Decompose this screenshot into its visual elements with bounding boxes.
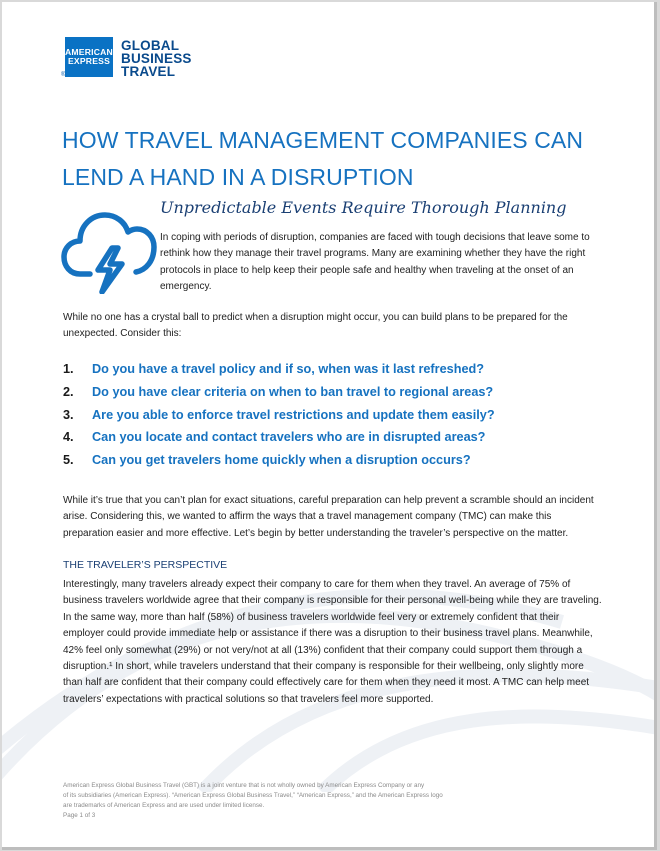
question-text: Can you get travelers home quickly when a disruption occurs? bbox=[92, 453, 471, 468]
footer-line: of its subsidiaries (American Express). “American Express Global Business Travel,” “American Express,” and the American Express logo bbox=[63, 792, 443, 799]
amex-logo bbox=[65, 37, 113, 77]
logo-line-1: AMERICAN bbox=[65, 46, 113, 57]
list-item bbox=[63, 358, 495, 381]
question-text: Are you able to enforce travel restrictions and update them easily? bbox=[92, 407, 495, 422]
list-item bbox=[63, 381, 495, 404]
footer-line: American Express Global Business Travel (GBT) is a joint venture that is not wholly owned by American Express Company or any bbox=[63, 782, 425, 789]
title-line-1: HOW TRAVEL MANAGEMENT COMPANIES CAN bbox=[62, 127, 584, 153]
body-paragraph-2: While it’s true that you can’t plan for exact situations, careful preparation can help prevent a scramble should an incident arise. Considering this, we wanted to affirm the ways that a travel management company (TMC) can make this preparation easier and more effective. Let’s begin by better understanding the traveler’s perspective on the matter. bbox=[63, 495, 594, 539]
question-number: 5. bbox=[63, 453, 74, 468]
intro-paragraph: In coping with periods of disruption, companies are faced with tough decisions that leave some to rethink how they manage their travel programs. Many are examining whether they have the right protocols in place to help keep their people safe and healthy when traveling at the onset of an emergency. bbox=[160, 232, 590, 293]
logo-line-2: EXPRESS bbox=[68, 56, 110, 66]
wordmark-line-2: BUSINESS bbox=[121, 51, 192, 66]
section-heading: THE TRAVELER’S PERSPECTIVE bbox=[63, 559, 228, 571]
registered-mark: ® bbox=[61, 72, 66, 78]
question-text: Can you locate and contact travelers who are in disrupted areas? bbox=[92, 430, 486, 445]
page-number: Page 1 of 3 bbox=[63, 812, 96, 819]
footer-line: are trademarks of American Express and are used under limited license. bbox=[63, 802, 265, 809]
question-number: 3. bbox=[63, 407, 74, 422]
title-line-2: LEND A HAND IN A DISRUPTION bbox=[62, 164, 414, 190]
subtitle: Unpredictable Events Require Thorough Planning bbox=[160, 198, 567, 217]
cloud-lightning-icon bbox=[60, 204, 158, 294]
footer bbox=[63, 781, 443, 821]
question-list bbox=[63, 358, 495, 471]
list-item bbox=[63, 449, 495, 472]
question-number: 2. bbox=[63, 385, 74, 400]
question-number: 4. bbox=[63, 430, 74, 445]
document-page bbox=[2, 2, 657, 850]
question-text: Do you have a travel policy and if so, when was it last refreshed? bbox=[92, 362, 485, 377]
gbt-wordmark bbox=[121, 39, 192, 78]
list-item bbox=[63, 403, 495, 426]
body-paragraph-3: Interestingly, many travelers already expect their company to care for them when they travel. An average of 75% of business travelers worldwide agree that their company is responsible for their personal well-being while they are traveling. In the same way, more than half (58%) of business travelers worldwide feel very or extremely confident that their employer could provide immediate help or assistance if there was a disruption to their business travel plans. Meanwhile, 42% feel only somewhat (29%) or not very/not at all (13%) confident that their company could support them through a disruption.¹ In short, while travelers understand that their company is responsible for their wellbeing, only slightly more than half are confident that their company could effectively care for them when they need it most. A TMC can help meet travelers’ expectations with practical solutions so that travelers feel more supported. bbox=[63, 579, 602, 705]
page-title bbox=[62, 122, 583, 196]
question-number: 1. bbox=[63, 362, 74, 377]
list-item bbox=[63, 426, 495, 449]
question-text: Do you have clear criteria on when to ban travel to regional areas? bbox=[92, 385, 494, 400]
wordmark-line-3: TRAVEL bbox=[121, 64, 176, 79]
wordmark-line-1: GLOBAL bbox=[121, 38, 180, 53]
lead-in-paragraph: While no one has a crystal ball to predict when a disruption might occur, you can build plans to be prepared for the unexpected. Consider this: bbox=[63, 312, 568, 340]
